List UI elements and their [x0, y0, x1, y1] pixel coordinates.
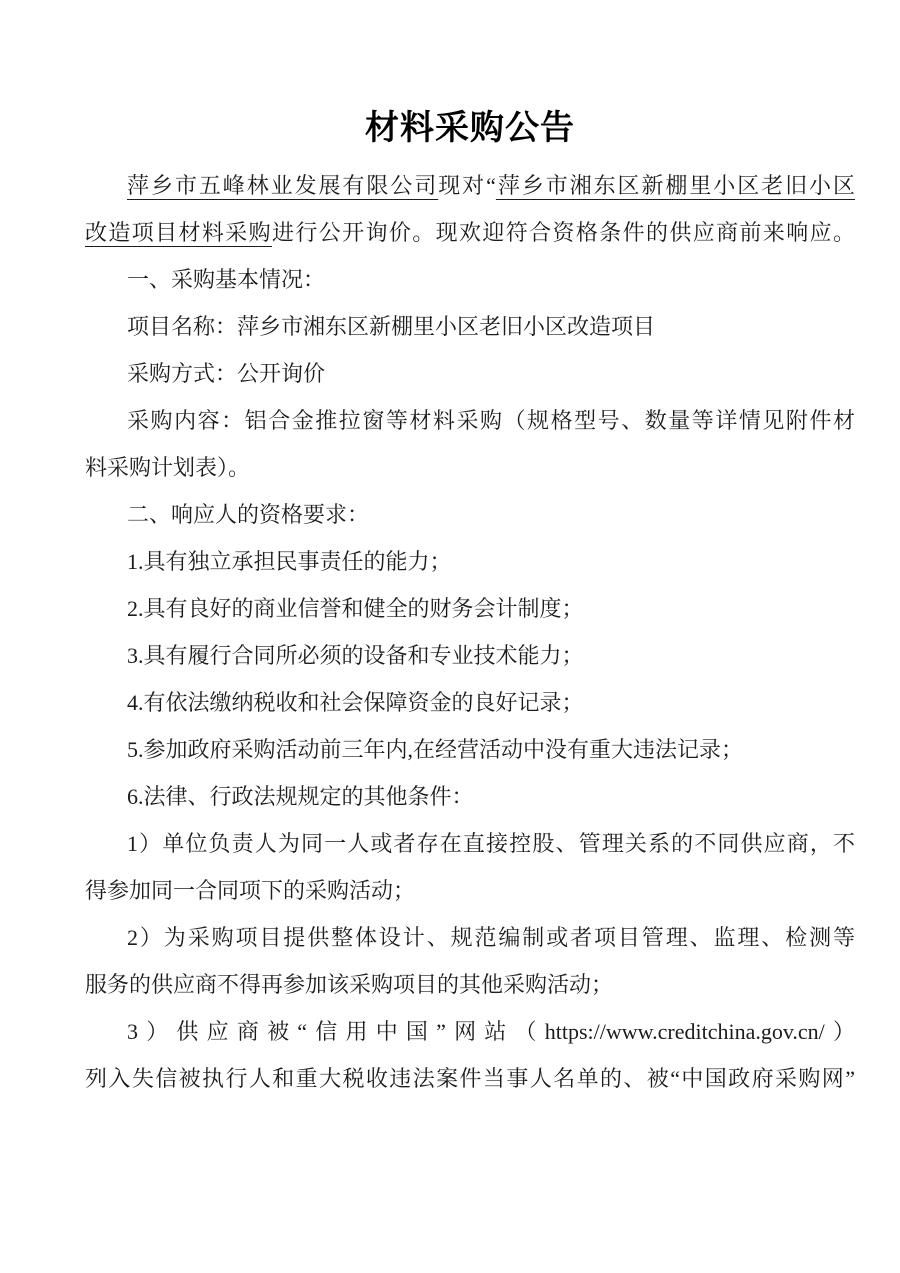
- procurement-method-line: 采购方式：公开询价: [127, 361, 326, 386]
- project-name-part1: 萍乡市湘东区新棚里小区老旧小区: [495, 173, 855, 198]
- subitem-3-prefix: 3）供应商被“信用中国”网站（: [127, 1019, 545, 1044]
- intro-rest-text: 进行公开询价。现欢迎符合资格条件的供应商前来响应。: [272, 220, 855, 245]
- qualification-item-3: 3.具有履行合同所必须的设备和专业技术能力；: [127, 643, 584, 668]
- qualification-item-2: 2.具有良好的商业信誉和健全的财务会计制度；: [127, 596, 584, 621]
- project-name-line: 项目名称：萍乡市湘东区新棚里小区老旧小区改造项目: [127, 314, 656, 339]
- intro-line-2: [85, 209, 855, 256]
- page-title: 材料采购公告: [365, 110, 575, 147]
- subitem-1-line-2: 得参加同一合同项下的采购活动；: [85, 878, 416, 903]
- qualification-item-6: 6.法律、行政法规规定的其他条件：: [127, 784, 474, 809]
- section2-heading: 二、响应人的资格要求：: [127, 502, 370, 527]
- company-name: 萍乡市五峰林业发展有限公司: [127, 173, 439, 198]
- creditchina-url: https://www.creditchina.gov.cn/: [544, 1019, 825, 1044]
- subitem-3-line-2: 列入失信被执行人和重大税收违法案件当事人名单的、被“中国政府采购网”: [85, 1066, 855, 1091]
- intro-line-1: [85, 162, 855, 209]
- subitem-2-line-1: 2）为采购项目提供整体设计、规范编制或者项目管理、监理、检测等: [127, 925, 855, 950]
- qualification-item-1: 1.具有独立承担民事责任的能力；: [127, 549, 452, 574]
- subitem-3-suffix: ）: [824, 1019, 855, 1044]
- procurement-content-line-1: 采购内容：铝合金推拉窗等材料采购（规格型号、数量等详情见附件材: [127, 408, 855, 433]
- procurement-content-line-2: 料采购计划表）。: [85, 455, 251, 480]
- subitem-2-line-2: 服务的供应商不得再参加该采购项目的其他采购活动；: [85, 972, 614, 997]
- qualification-item-5: 5.参加政府采购活动前三年内,在经营活动中没有重大违法记录；: [127, 737, 744, 762]
- qualification-item-4: 4.有依法缴纳税收和社会保障资金的良好记录；: [127, 690, 584, 715]
- project-name-part2: 改造项目材料采购: [85, 220, 272, 245]
- intro-mid-text: 现对“: [438, 173, 496, 198]
- document-content: [85, 104, 855, 1102]
- section1-heading: 一、采购基本情况：: [127, 267, 326, 292]
- subitem-1-line-1: 1）单位负责人为同一人或者存在直接控股、管理关系的不同供应商，不: [127, 831, 855, 856]
- subitem-3-line-1: [85, 1008, 855, 1055]
